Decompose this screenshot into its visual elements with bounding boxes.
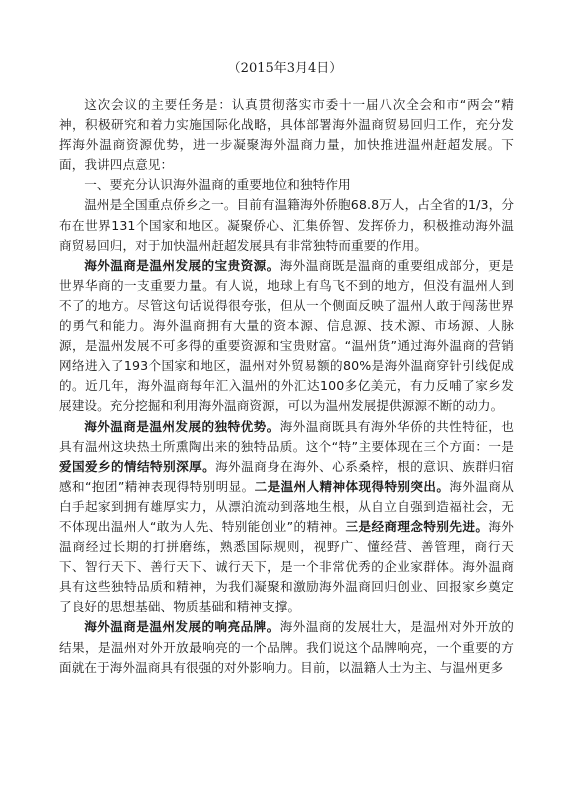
section-heading: 一、要充分认识海外温商的重要地位和独特作用 xyxy=(84,177,351,193)
paragraph-text: 海外温商的发展壮大，是温州对外开放的结果，是温州对外开放最响亮的一个品牌。我们说这个品牌响亮，一个重要的方面就在于海外温商具有很强的对外影响力。目前，以温籍人士为主、与温州更多 xyxy=(59,619,515,675)
speech-body xyxy=(59,95,514,678)
point-two: 二是温州人精神体现得特别突出。 xyxy=(254,478,450,494)
paragraph-text: 海外温商从白手起家到拥有雄厚实力，从漂泊流动到落地生根，从自立自强到造福社会，无不体现出温州人“敢为人先、特别能创业”的精神。 xyxy=(59,478,515,534)
speech-date: （2015年3月4日） xyxy=(227,61,343,76)
point-three: 三是经商理念特别先进。 xyxy=(345,518,489,534)
point-one: 爱国爱乡的情结特别深厚。 xyxy=(59,458,216,474)
paragraph-valuable-resource xyxy=(59,256,514,417)
paragraph-lead: 海外温商是温州发展的宝贵资源。 xyxy=(84,257,280,273)
intro-paragraph: 这次会议的主要任务是：认真贯彻落实市委十一届八次全会和市“两会”精神，积极研究和着力实施国际化战略，具体部署海外温商贸易回归工作，充分发挥海外温商资源优势，进一步凝聚海外温商力量，加快推进温州赶超发展。下面，我讲四点意见： xyxy=(59,97,514,173)
paragraph-brand xyxy=(59,617,514,677)
paragraph-overseas-chinese: 温州是全国重点侨乡之一。目前有温籍海外侨胞68.8万人，占全省的1/3，分布在世界131个国家和地区。凝聚侨心、汇集侨智、发挥侨力，积极推动海外温商贸易回归，对于加快温州赶超发展具有非常独特而重要的作用。 xyxy=(59,197,515,253)
paragraph-unique-advantage xyxy=(59,417,514,618)
paragraph-text: 海外温商既是温商的重要组成部分，更是世界华商的一支重要力量。有人说，地球上有鸟飞不到的地方，但没有温州人到不了的地方。尽管这句话说得很夸张，但从一个侧面反映了温州人敢于闯荡世界的勇气和能力。海外温商拥有大量的资本源、信息源、技术源、市场源、人脉源，是温州发展不可多得的重要资源和宝贵财富。“温州货”通过海外温商的营销网络进入了193个国家和地区，温州对外贸易额的80%是海外温商穿针引线促成的。近几年，海外温商每年汇入温州的外汇达100多亿美元，有力反哺了家乡发展建设。充分挖掘和利用海外温商资源，可以为温州发展提供源源不断的动力。 xyxy=(59,257,515,414)
paragraph-text: 海外温商既具有海外华侨的共性特征，也具有温州这块热土所熏陶出来的独特品质。这个“特”主要体现在三个方面：一是 xyxy=(59,418,515,454)
paragraph-lead: 海外温商是温州发展的响亮品牌。 xyxy=(84,619,280,635)
paragraph-lead: 海外温商是温州发展的独特优势。 xyxy=(84,418,280,434)
paragraph-text: 海外温商身在海外、心系桑梓，根的意识、族群归宿感和“抱团”精神表现得特别明显。 xyxy=(59,458,514,494)
paragraph-text: 海外温商经过长期的打拼磨练，熟悉国际规则，视野广、懂经营、善管理，商行天下、智行天下、善行天下、诚行天下，是一个非常优秀的企业家群体。海外温商具有这些独特品质和精神，为我们凝聚和激励海外温商回归创业、回报家乡奠定了良好的思想基础、物质基础和精神支撑。 xyxy=(59,518,514,615)
